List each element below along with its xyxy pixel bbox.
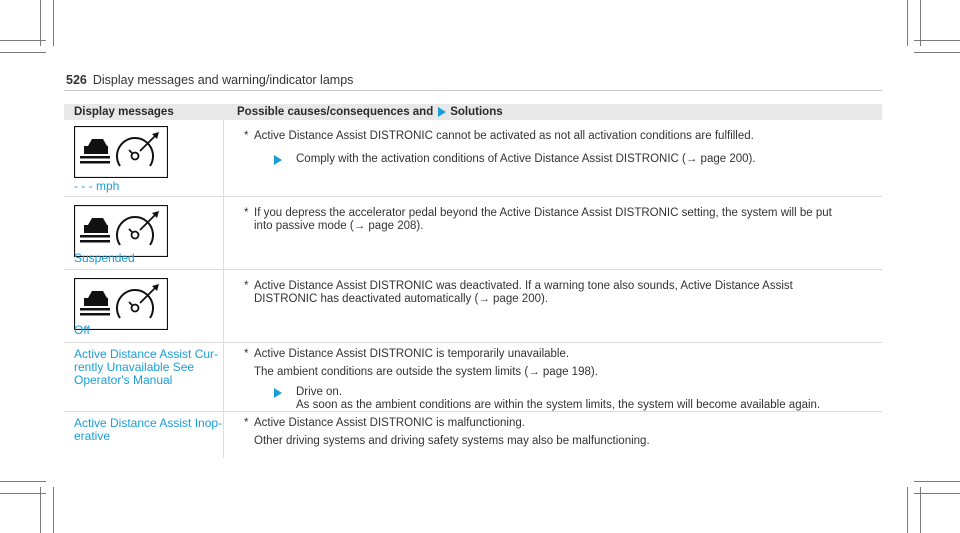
table-row [64,412,882,458]
solution-item: Comply with the activation conditions of Active Distance Assist DISTRONIC (→ page 200). [244,153,882,166]
crop-mark [907,487,908,533]
crop-mark [914,481,960,482]
column-header-messages: Display messages [74,106,174,118]
table-header [64,104,882,120]
column-header-causes: Possible causes/consequences and Solutions [237,106,503,118]
crop-mark [0,40,46,41]
crop-mark [914,40,960,41]
solution-item: Drive on. As soon as the ambient conditions are within the system limits, the system will become available again. [244,386,882,412]
page-title: Display messages and warning/indicator lamps [92,73,354,87]
distronic-car-gauge-icon [74,205,168,257]
crop-mark [0,481,46,482]
play-arrow-icon [274,155,282,165]
table-row [64,120,882,197]
table-row [64,270,882,343]
display-message: Off [74,323,90,337]
cause-text: * Active Distance Assist DISTRONIC is malfunctioning. [244,417,525,429]
distronic-car-gauge-icon [74,126,168,178]
cause-text: * Active Distance Assist DISTRONIC is temporarily unavailable. [244,348,570,360]
crop-mark [0,52,46,53]
crop-mark [53,487,54,533]
play-arrow-icon [274,388,282,398]
header-rule [64,90,882,91]
cause-text: * Active Distance Assist DISTRONIC cannot be activated as not all activation conditions are fulfilled. [244,130,754,142]
display-message: Active Distance Assist Cur- rently Unavailable See Operator's Manual [74,347,219,387]
display-message: Active Distance Assist Inop- erative [74,416,223,443]
crop-mark [907,0,908,46]
page-header [66,73,353,87]
display-messages-table [64,104,882,458]
cause-text: * If you depress the accelerator pedal beyond the Active Distance Assist DISTRONIC setting, the system will be put into passive mode (→ page 208). [244,207,832,232]
cause-detail: Other driving systems and driving safety systems may also be malfunctioning. [254,435,650,447]
table-row [64,343,882,412]
play-arrow-icon [438,107,446,117]
display-message: - - - mph [74,179,120,193]
crop-mark [0,493,46,494]
cause-text: * Active Distance Assist DISTRONIC was deactivated. If a warning tone also sounds, Active Distance Assist DISTRONIC has deactivated automatically (→ page 200). [244,280,793,305]
crop-mark [53,0,54,46]
display-message: Suspended [74,251,135,265]
table-row [64,197,882,270]
cause-detail: The ambient conditions are outside the system limits (→ page 198). [254,366,598,378]
crop-mark [914,52,960,53]
crop-mark [914,493,960,494]
page-number: 526 [66,73,87,87]
